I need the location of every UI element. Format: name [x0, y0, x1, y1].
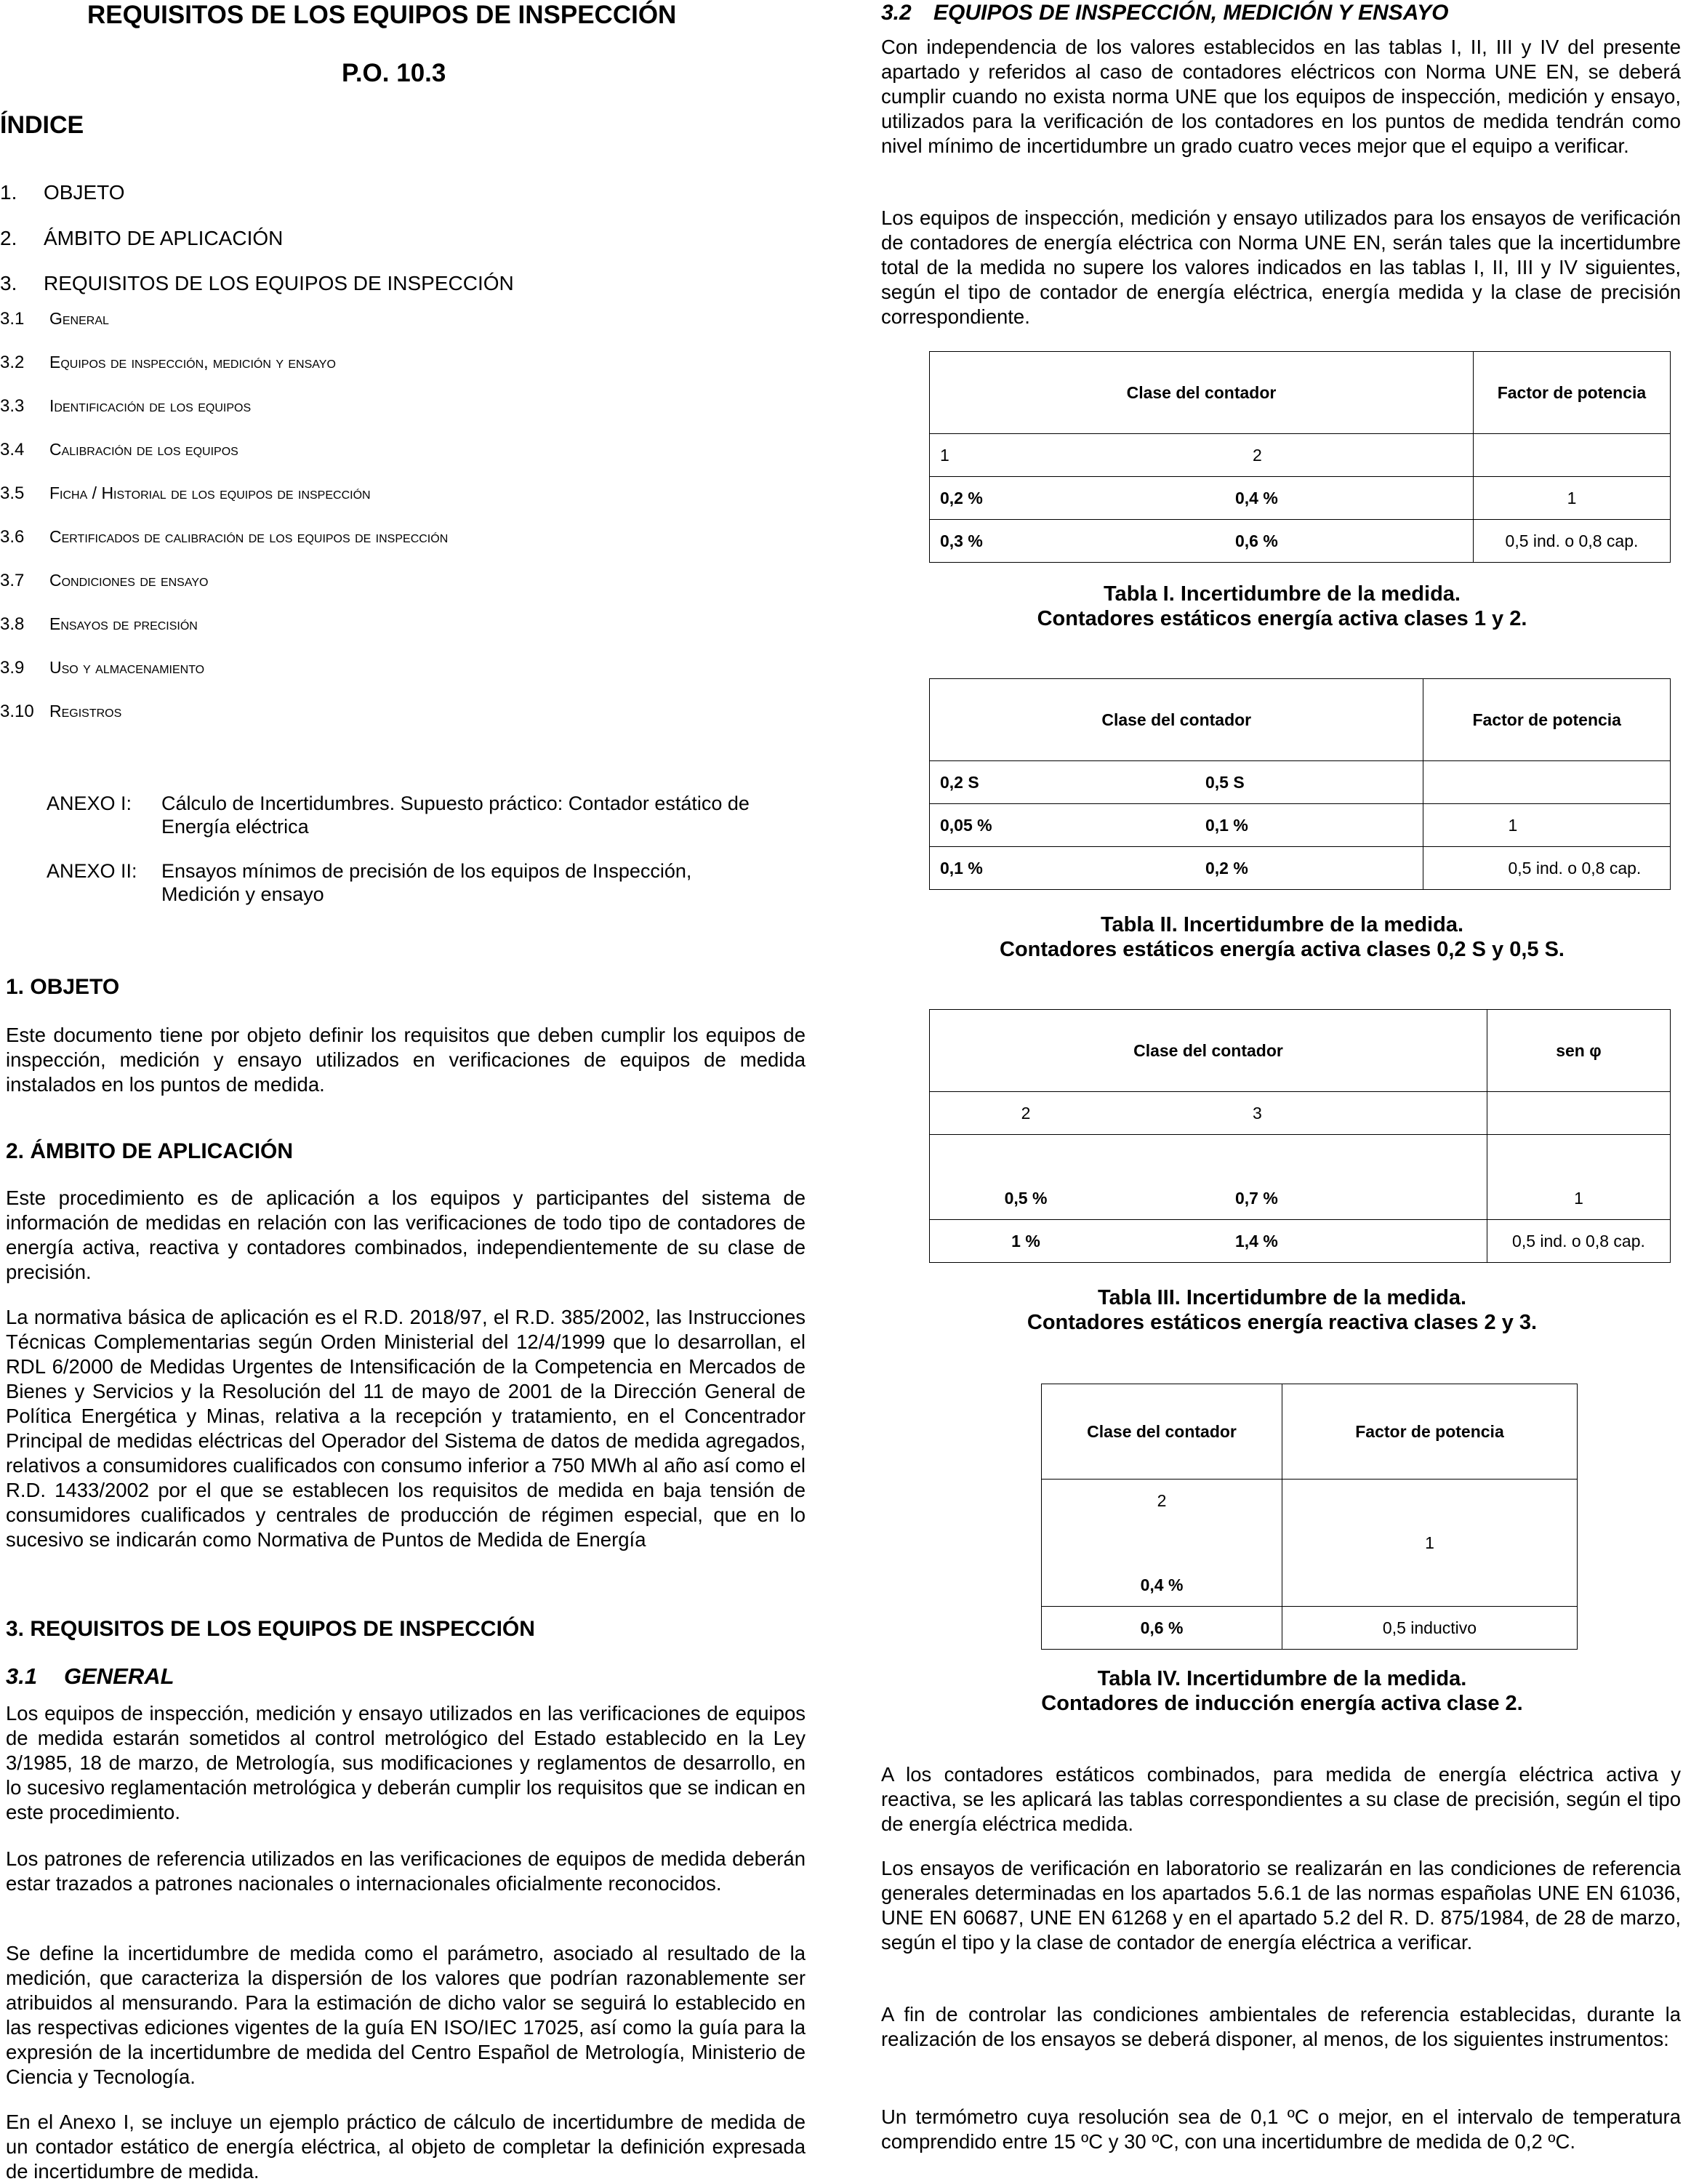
table-cell: 0,5 ind. o 0,8 cap. — [1487, 1220, 1670, 1263]
table-cell — [930, 1135, 1122, 1178]
table-row — [930, 477, 1671, 520]
section-3-1-paragraph-1: Los equipos de inspección, medición y ensayo utilizados en las verificaciones de equipos de medida estarán sometidos al control metrológico del Estado establecido en la Ley 3/1985, 18 de marzo, de Metrología, sus modificaciones y reglamentos de desarrollo, en lo sucesivo reglamentación metrológica y deberán cumplir los requisitos que se indican en este procedimiento. — [6, 1702, 806, 1823]
table-cell: 0,7 % — [1122, 1177, 1487, 1220]
section-3-1-heading: 3.1 GENERAL — [6, 1663, 174, 1689]
table-cell: 0,5 ind. o 0,8 cap. — [1423, 847, 1671, 890]
toc-subitem-3-2[interactable]: 3.2 Equipos de inspección, medición y ensayo — [0, 353, 336, 372]
section-1-paragraph: Este documento tiene por objeto definir los requisitos que deben cumplir los equipos de inspección, medición y ensayo utilizados en verificaciones de equipos de medida instalados en los puntos de medida. — [6, 1024, 806, 1096]
table-row — [930, 1135, 1671, 1178]
table-row — [1042, 1522, 1578, 1564]
table-header-class: Clase del contador — [930, 352, 1474, 434]
table-cell: 3 — [1122, 1092, 1487, 1135]
table-cell: 0,2 % — [1122, 847, 1423, 890]
table-row — [930, 679, 1671, 761]
table-cell: 0,2 % — [930, 477, 1122, 520]
section-3-1-paragraph-2: Los patrones de referencia utilizados en las verificaciones de equipos de medida deberán estar trazados a patrones nacionales o internacionales oficialmente reconocidos. — [6, 1847, 806, 1895]
toc-item-ambito[interactable]: 2. ÁMBITO DE APLICACIÓN — [0, 227, 284, 249]
toc-subitem-3-7[interactable]: 3.7 Condiciones de ensayo — [0, 571, 209, 590]
table-cell: 0,1 % — [930, 847, 1122, 890]
table-cell: 2 — [1042, 1480, 1282, 1522]
toc-subitem-3-9[interactable]: 3.9 Uso y almacenamiento — [0, 658, 205, 678]
section-3-2-paragraph-1: Con independencia de los valores establecidos en las tablas I, II, III y IV del presente apartado y referidos al caso de contadores eléctricos con Norma UNE EN, se deberá cumplir cuando no exista norma UNE que los equipos de inspección, medición y ensayo, utilizados para la verificación de los contadores en los puntos de medida tendrán como nivel mínimo de incertidumbre un grado cuatro veces mejor que el equipo a verificar. — [881, 36, 1681, 157]
toc-subitem-3-5[interactable]: 3.5 Ficha / Historial de los equipos de inspección — [0, 483, 371, 503]
table-header-factor: Factor de potencia — [1423, 679, 1671, 761]
table-row — [930, 847, 1671, 890]
table-row — [930, 1010, 1671, 1092]
section-2-paragraph-1: Este procedimiento es de aplicación a los equipos y participantes del sistema de información de medidas en relación con las verificaciones de todo tipo de contadores de energía activa, reactiva y contadores combinados, independientemente de su clase de precisión. — [6, 1187, 806, 1283]
section-2-heading: 2. ÁMBITO DE APLICACIÓN — [6, 1139, 294, 1163]
toc-subitem-3-4[interactable]: 3.4 Calibración de los equipos — [0, 440, 238, 459]
section-2-paragraph-2: La normativa básica de aplicación es el R.D. 2018/97, el R.D. 385/2002, las Instrucciones Técnicas Complementarias según Orden Ministerial del 12/4/1999 que lo desarrollan, el RDL 6/2000 de Medidas Urgentes de Intensificación de la Competencia en Mercados de Bienes y Servicios y la Resolución del 11 de mayo de 2001 de la Dirección General de Política Energética y Minas, relativa a la recepción y tratamiento, en el Concentrador Principal de medidas eléctricas del Operador del Sistema de datos de medida agregados, relativos a consumidores cualificados con consumo inferior a 750 MWh al año así como el R.D. 1433/2002 por el que se establecen los requisitos de medida en baja tensión de consumidores cualificados y centrales de producción de régimen especial, que en lo sucesivo se indicarán como Normativa de Puntos de Medida de Energía — [6, 1306, 806, 1551]
section-3-heading: 3. REQUISITOS DE LOS EQUIPOS DE INSPECCIÓN — [6, 1617, 535, 1641]
table-2 — [929, 678, 1671, 890]
table-row — [930, 1092, 1671, 1135]
table-cell: 1 — [1423, 804, 1671, 847]
table-1 — [929, 351, 1671, 563]
table-1-caption: Tabla I. Incertidumbre de la medida. Contadores estáticos energía activa clases 1 y 2. — [1037, 582, 1527, 630]
section-3-1-paragraph-4: En el Anexo I, se incluye un ejemplo práctico de cálculo de incertidumbre de medida de un contador estático de energía eléctrica, al objeto de completar la definición expresada de incertidumbre de medida. — [6, 2111, 806, 2183]
table-cell: 0,3 % — [930, 520, 1122, 563]
table-2-caption: Tabla II. Incertidumbre de la medida. Contadores estáticos energía activa clases 0,2 S y 0,5 S. — [1000, 913, 1564, 961]
document-title: REQUISITOS DE LOS EQUIPOS DE INSPECCIÓN — [87, 1, 677, 29]
section-3-2-paragraph-3: A los contadores estáticos combinados, para medida de energía eléctrica activa y reactiva, se les aplicará las tablas correspondientes a su clase de precisión, según el tipo de energía eléctrica medida. — [881, 1763, 1681, 1835]
table-cell — [1487, 1092, 1670, 1135]
table-header-class: Clase del contador — [930, 1010, 1487, 1092]
table-header-sen: sen φ — [1487, 1010, 1670, 1092]
table-cell — [1487, 1135, 1670, 1178]
table-row — [1042, 1607, 1578, 1650]
section-1-heading: 1. OBJETO — [6, 975, 120, 999]
index-title: ÍNDICE — [0, 111, 84, 139]
section-3-2-paragraph-4: Los ensayos de verificación en laboratorio se realizarán en las condiciones de referencia generales determinadas en los apartados 5.6.1 de las normas españolas UNE EN 61036, UNE EN 60687, UNE EN 61268 y en el apartado 5.2 del R. D. 875/1984, de 28 de marzo, según el tipo y la clase de contador de energía eléctrica a verificar. — [881, 1857, 1681, 1954]
table-cell: 0,5 % — [930, 1177, 1122, 1220]
table-cell: 1 — [1282, 1522, 1578, 1564]
table-cell: 0,4 % — [1122, 477, 1473, 520]
table-cell: 0,1 % — [1122, 804, 1423, 847]
table-3-caption: Tabla III. Incertidumbre de la medida. Contadores estáticos energía reactiva clases 2 y 3. — [1027, 1286, 1538, 1334]
table-cell: 0,6 % — [1042, 1607, 1282, 1650]
table-4-caption: Tabla IV. Incertidumbre de la medida. Contadores de inducción energía activa clase 2. — [1041, 1667, 1523, 1715]
table-header-class: Clase del contador — [1042, 1384, 1282, 1480]
table-cell: 0,5 inductivo — [1282, 1607, 1578, 1650]
table-header-class: Clase del contador — [930, 679, 1423, 761]
table-cell: 1 % — [930, 1220, 1122, 1263]
table-cell: 1 — [1487, 1177, 1670, 1220]
section-3-1-paragraph-3: Se define la incertidumbre de medida como el parámetro, asociado al resultado de la medición, que caracteriza la dispersión de los valores que podrían razonablemente ser atribuidos al mensurando. Para la estimación de dicho valor se seguirá lo establecido en las respectivas ediciones vigentes de la guía EN ISO/IEC 17025, así como la guía para la expresión de la incertidumbre de medida del Centro Español de Metrología, Ministerio de Ciencia y Tecnología. — [6, 1942, 806, 2088]
toc-subitem-3-6[interactable]: 3.6 Certificados de calibración de los equipos de inspección — [0, 527, 449, 547]
table-cell: 0,05 % — [930, 804, 1122, 847]
section-3-2-paragraph-2: Los equipos de inspección, medición y ensayo utilizados para los ensayos de verificación de contadores de energía eléctrica con Norma UNE EN, serán tales que la incertidumbre total de la medida no supere los valores indicados en las tablas I, II, III y IV siguientes, según el tipo de contador de energía eléctrica, energía medida y la clase de precisión correspondiente. — [881, 206, 1681, 328]
table-row — [930, 1220, 1671, 1263]
table-row — [930, 761, 1671, 804]
table-row — [930, 1177, 1671, 1220]
toc-item-objeto[interactable]: 1. OBJETO — [0, 181, 125, 204]
table-row — [930, 520, 1671, 563]
toc-subitem-3-10[interactable]: 3.10 Registros — [0, 702, 122, 721]
table-cell: 1 — [1473, 477, 1670, 520]
toc-subitem-3-8[interactable]: 3.8 Ensayos de precisión — [0, 614, 198, 634]
table-cell: 0,4 % — [1042, 1564, 1282, 1607]
table-header-factor: Factor de potencia — [1473, 352, 1670, 434]
table-row — [1042, 1564, 1578, 1607]
section-3-2-paragraph-6: Un termómetro cuya resolución sea de 0,1 ºC o mejor, en el intervalo de temperatura comprendido entre 15 ºC y 30 ºC, con una incertidumbre de medida de 0,2 ºC. — [881, 2105, 1681, 2153]
table-cell: 0,5 S — [1122, 761, 1423, 804]
table-cell: 0,5 ind. o 0,8 cap. — [1473, 520, 1670, 563]
table-row — [930, 804, 1671, 847]
table-cell: 2 — [930, 1092, 1122, 1135]
table-cell: 0,6 % — [1122, 520, 1473, 563]
toc-item-requisitos[interactable]: 3. REQUISITOS DE LOS EQUIPOS DE INSPECCIÓN — [0, 272, 514, 294]
document-code: P.O. 10.3 — [342, 59, 446, 87]
table-row — [1042, 1480, 1578, 1522]
table-cell: 2 — [1122, 434, 1473, 477]
annex-1[interactable]: ANEXO I: Cálculo de Incertidumbres. Supuesto práctico: Contador estático de Energía eléctrica — [47, 792, 750, 838]
table-row — [930, 352, 1671, 434]
section-3-2-heading: 3.2 EQUIPOS DE INSPECCIÓN, MEDICIÓN Y ENSAYO — [881, 1, 1449, 25]
table-cell — [1122, 1135, 1487, 1178]
table-header-factor: Factor de potencia — [1282, 1384, 1578, 1480]
table-4 — [1041, 1384, 1578, 1650]
table-3 — [929, 1009, 1671, 1263]
table-cell — [1473, 434, 1670, 477]
table-row — [1042, 1384, 1578, 1480]
table-cell: 1,4 % — [1122, 1220, 1487, 1263]
section-3-2-paragraph-5: A fin de controlar las condiciones ambientales de referencia establecidas, durante la realización de los ensayos se deberá disponer, al menos, de los siguientes instrumentos: — [881, 2003, 1681, 2050]
toc-subitem-3-3[interactable]: 3.3 Identificación de los equipos — [0, 396, 252, 416]
toc-subitem-3-1[interactable]: 3.1 General — [0, 309, 109, 329]
table-cell — [1423, 761, 1671, 804]
table-cell: 1 — [930, 434, 1122, 477]
table-row — [930, 434, 1671, 477]
annex-2[interactable]: ANEXO II: Ensayos mínimos de precisión de los equipos de Inspección, Medición y ensayo — [47, 860, 692, 905]
table-cell — [1282, 1564, 1578, 1607]
table-cell: 0,2 S — [930, 761, 1122, 804]
table-cell — [1042, 1522, 1282, 1564]
table-cell — [1282, 1480, 1578, 1522]
